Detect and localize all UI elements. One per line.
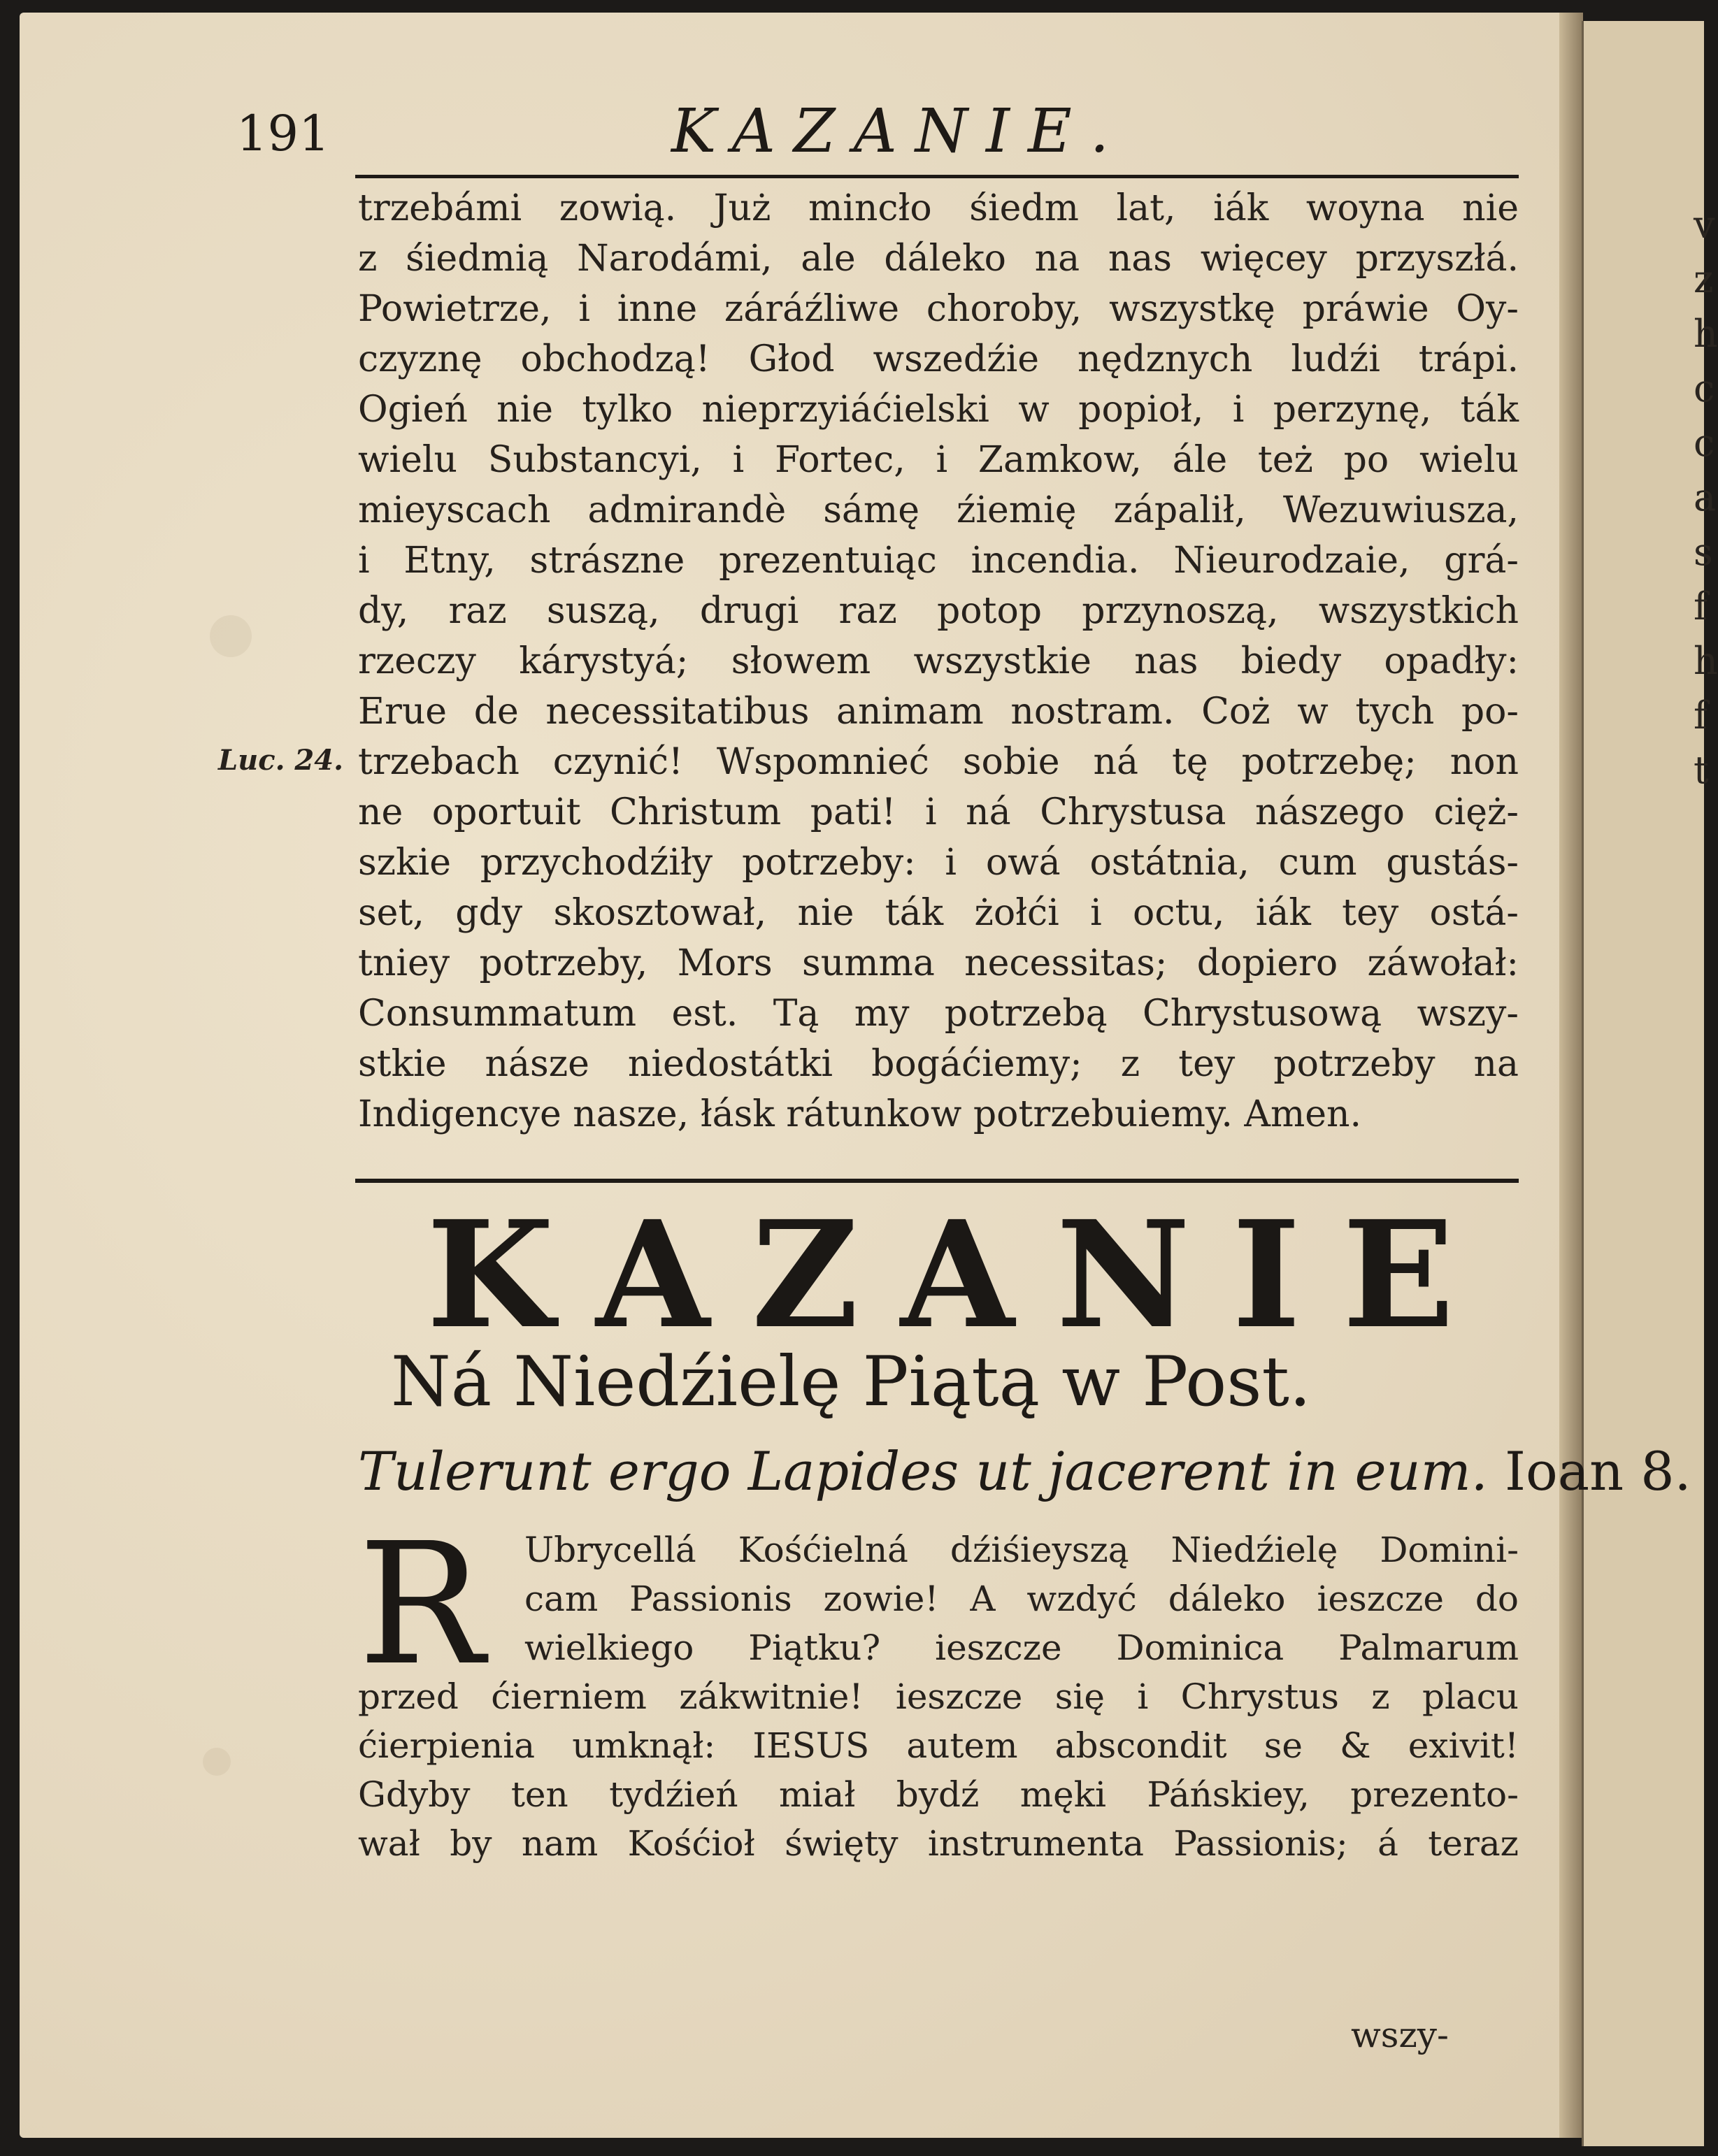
title-letter: N	[1056, 1188, 1191, 1361]
text-line: wielkiego Piątku? ieszcze Dominica Palmarum	[524, 1627, 1519, 1668]
header-rule	[355, 175, 1519, 178]
edge-letter: h	[1694, 639, 1718, 683]
edge-letter: v	[1694, 203, 1715, 247]
title-letter: Z	[751, 1188, 859, 1361]
text-line: trzebach czynić! Wspomnieć sobie ná tę potrzebę; non	[358, 741, 1519, 783]
title-letter: K	[427, 1188, 554, 1361]
text-line: wielu Substancyi, i Fortec, i Zamkow, ále też po wielu	[358, 439, 1519, 481]
section-rule	[355, 1179, 1519, 1183]
text-line: wał by nam Kośćioł święty instrumenta Passionis; á teraz	[358, 1823, 1519, 1864]
text-line: tniey potrzeby, Mors summa necessitas; dopiero záwołał:	[358, 942, 1519, 984]
text-line: ćierpienia umknął: IESUS autem abscondit se & exivit!	[358, 1725, 1519, 1766]
text-line: Consummatum est. Tą my potrzebą Chrystusową wszy-	[358, 993, 1519, 1035]
text-line: Ubrycellá Kośćielná dźiśieyszą Niedźielę Domini-	[524, 1530, 1519, 1570]
text-line: z śiedmią Narodámi, ale dáleko na nas więcey przyszłá.	[358, 238, 1519, 280]
paper-stain	[203, 1748, 231, 1776]
text-line: cam Passionis zowie! A wzdyć dáleko ieszcze do	[524, 1579, 1519, 1619]
edge-letter: c	[1694, 421, 1715, 465]
edge-letter: f	[1694, 584, 1708, 628]
text-line: dy, raz suszą, drugi raz potop przynoszą, wszystkich	[358, 590, 1519, 632]
adjacent-page-edge	[1582, 21, 1704, 2146]
paper-stain	[210, 615, 252, 657]
drop-cap: R	[358, 1507, 485, 1702]
text-line: Erue de necessitatibus animam nostram. Coż w tych po-	[358, 691, 1519, 733]
page-gutter	[1559, 13, 1583, 2138]
edge-letter: a	[1694, 475, 1717, 519]
text-line: set, gdy skosztował, nie ták żołći i octu, iák tey ostá-	[358, 892, 1519, 934]
sermon-title	[427, 1188, 1454, 1361]
text-block-2	[358, 1525, 1519, 1868]
text-line: Ogień nie tylko nieprzyiáćielski w popioł, i perzynę, ták	[358, 389, 1519, 431]
text-line: Indigencye nasze, łásk rátunkow potrzebuiemy. Amen.	[358, 1093, 1362, 1135]
text-block-1	[358, 183, 1519, 1140]
edge-letter: s	[1694, 530, 1713, 574]
epigraph	[358, 1440, 1691, 1502]
text-line: szkie przychodźiły potrzeby: i owá ostátnia, cum gustás-	[358, 842, 1519, 884]
running-head: KAZANIE.	[671, 96, 1128, 166]
edge-letter: h	[1694, 312, 1718, 356]
text-line: rzeczy kárystyá; słowem wszystkie nas biedy opadły:	[358, 640, 1519, 682]
text-line: i Etny, strászne prezentuiąc incendia. Nieurodzaie, grá-	[358, 540, 1519, 582]
edge-letter: c	[1694, 366, 1715, 410]
text-line: mieyscach admirandè sámę źiemię zápalił, Wezuwiusza,	[358, 489, 1519, 531]
catchword: wszy-	[1351, 2015, 1449, 2055]
margin-note: Luc. 24.	[218, 744, 344, 777]
epigraph-reference: Ioan 8.	[1505, 1440, 1691, 1502]
text-line: przed ćierniem zákwitnie! ieszcze się i Chrystus z placu	[358, 1676, 1519, 1717]
title-letter: A	[596, 1188, 710, 1361]
title-letter: E	[1342, 1188, 1454, 1361]
text-line: Gdyby ten tydźień miał bydź męki Páńskiey, prezento-	[358, 1774, 1519, 1815]
title-letter: I	[1232, 1188, 1301, 1361]
epigraph-text: Tulerunt ergo Lapides ut jacerent in eum.	[358, 1440, 1488, 1502]
sermon-subtitle: Ná Niedźielę Piątą w Post.	[390, 1342, 1312, 1422]
text-line: stkie násze niedostátki bogáćiemy; z tey potrzeby na	[358, 1043, 1519, 1085]
text-line: czyznę obchodzą! Głod wszedźie nędznych ludźi trápi.	[358, 338, 1519, 380]
edge-letter: f	[1694, 693, 1708, 738]
text-line: Powietrze, i inne záráźliwe choroby, wszystkę práwie Oy-	[358, 288, 1519, 330]
title-letter: A	[900, 1188, 1015, 1361]
text-line: trzebámi zowią. Już mincło śiedm lat, iák woyna nie	[358, 187, 1519, 229]
edge-letter: t	[1694, 748, 1709, 792]
edge-letter: z	[1694, 257, 1714, 301]
text-line: ne oportuit Christum pati! i ná Chrystusa nászego cięż-	[358, 791, 1519, 833]
page-number: 191	[236, 105, 330, 162]
